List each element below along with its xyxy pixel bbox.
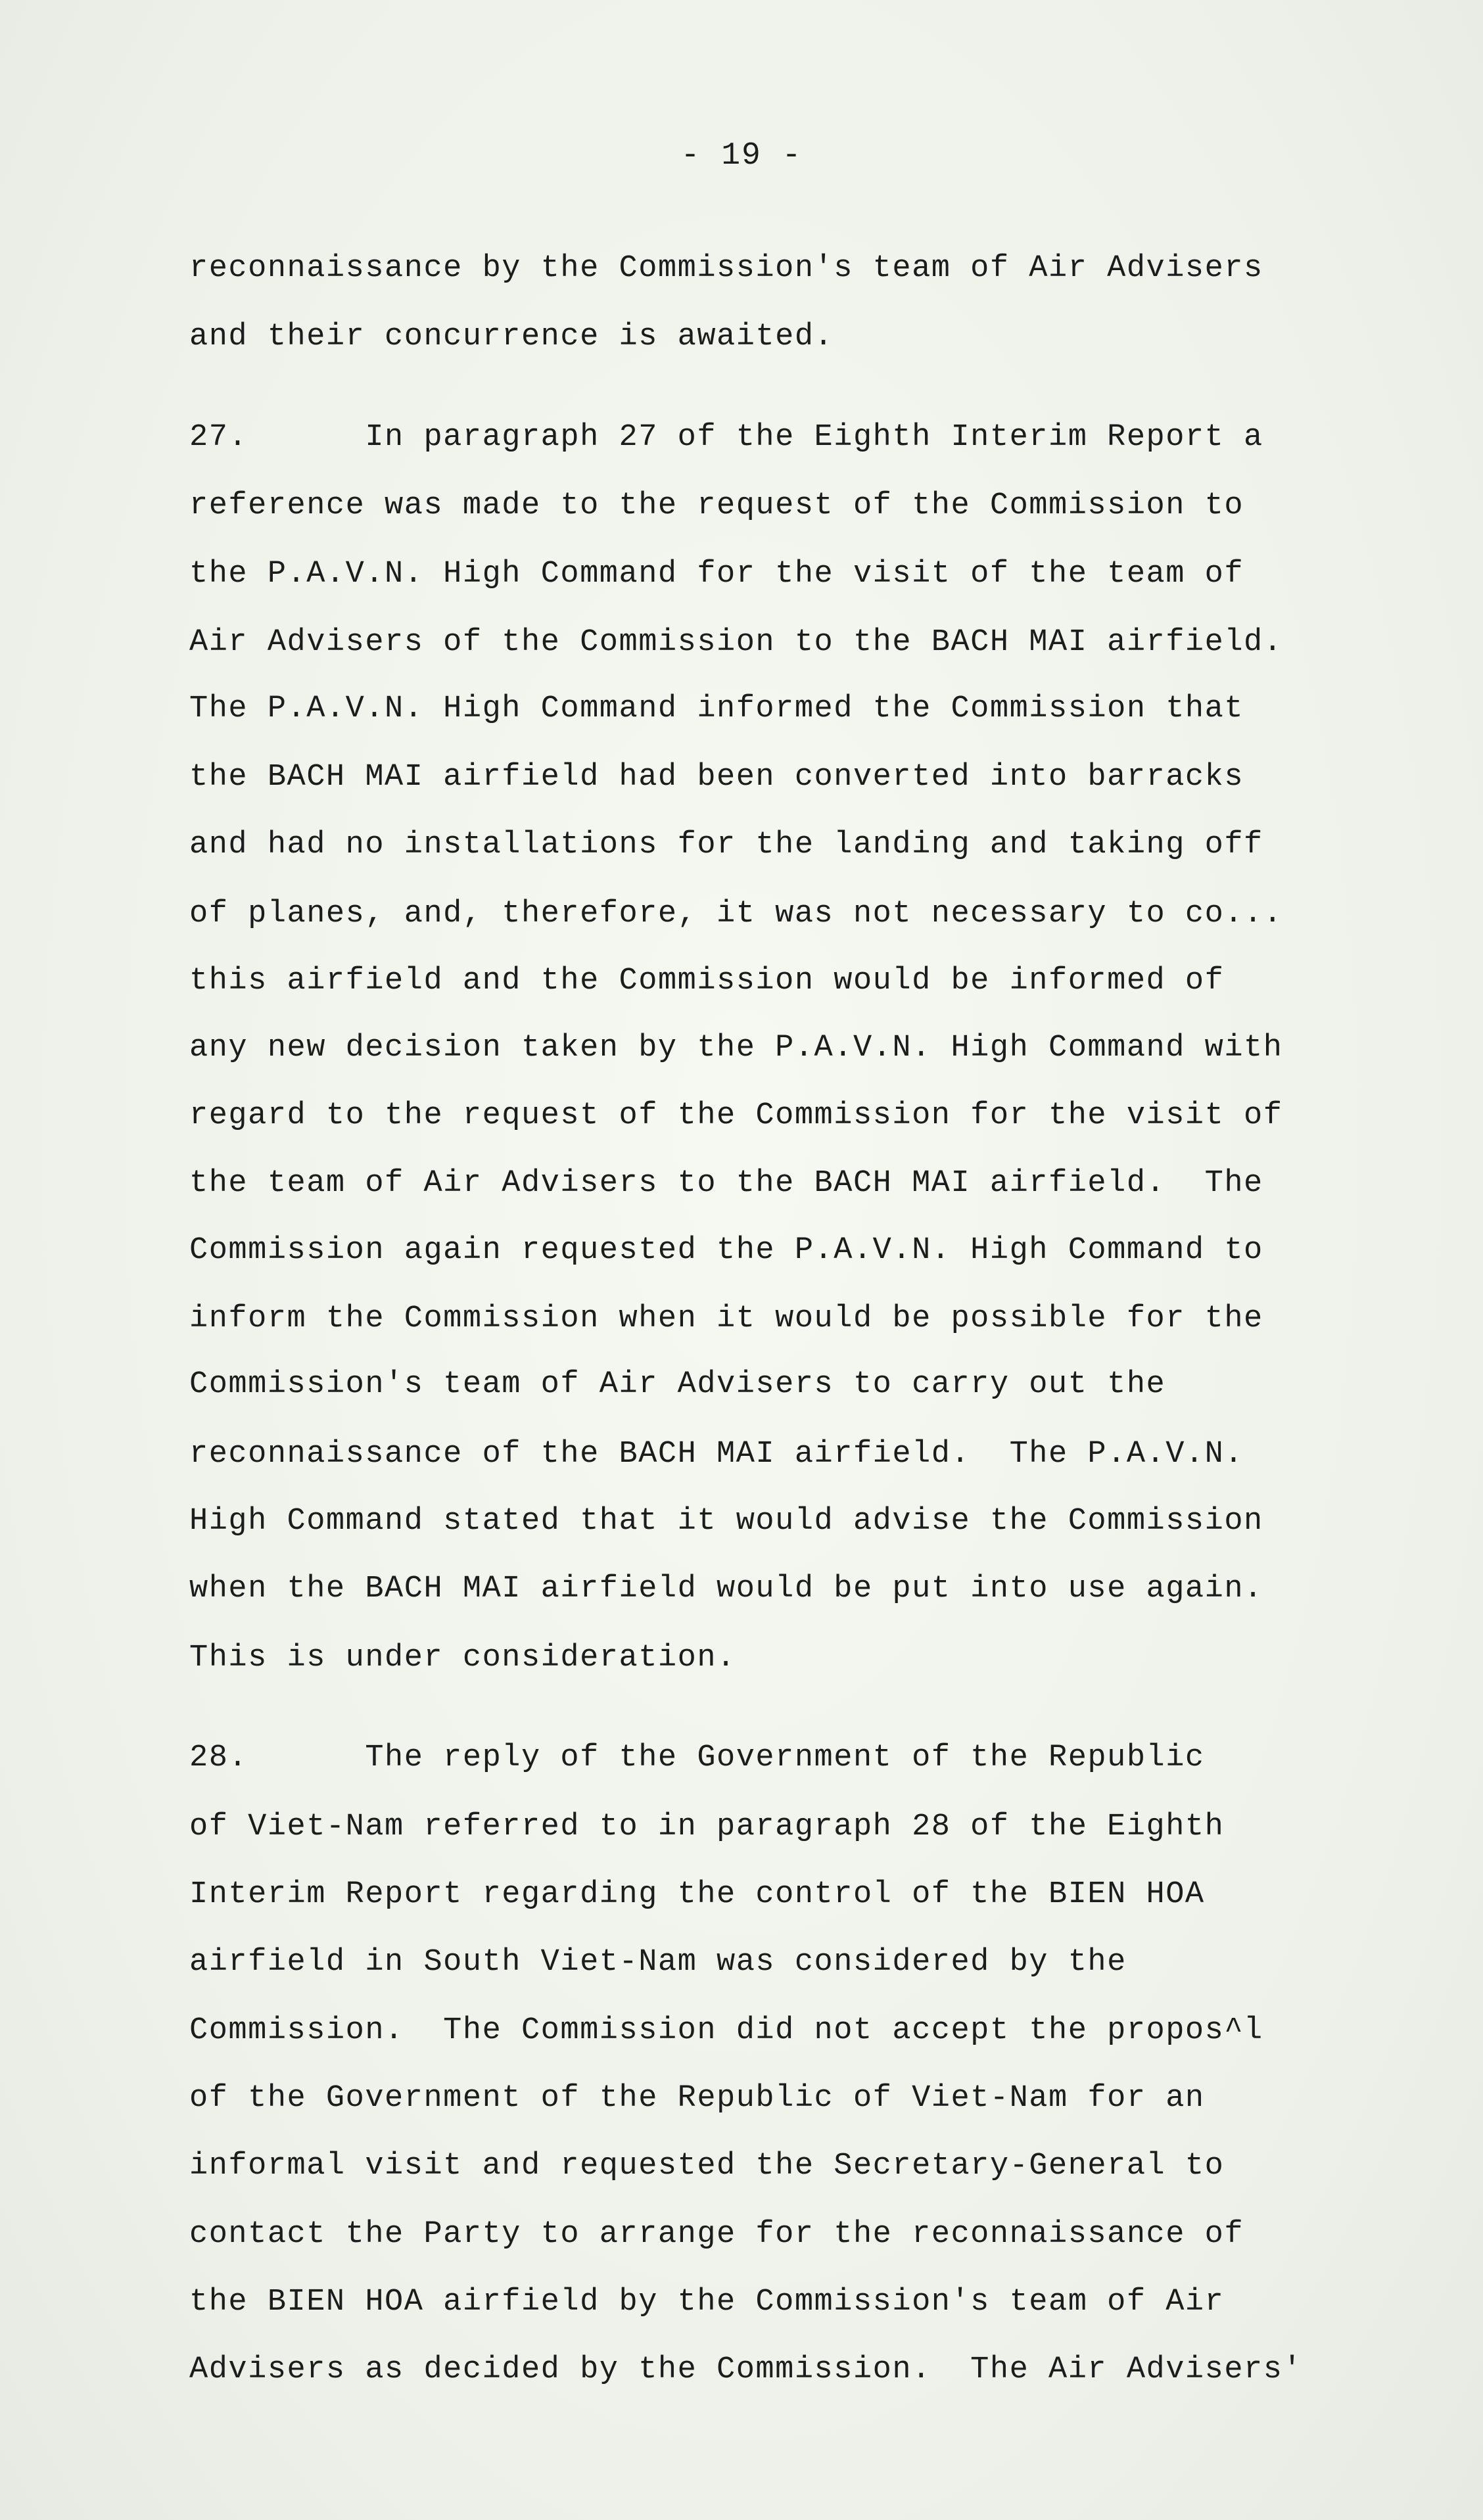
text-line: contact the Party to arrange for the reconnaissance of [189,2217,1244,2252]
text-line: the P.A.V.N. High Command for the visit of the team of [189,557,1244,592]
text-line: 27. In paragraph 27 of the Eighth Interim Report a [189,420,1263,455]
text-line: The P.A.V.N. High Command informed the Commission that [189,691,1244,726]
text-line: Commission's team of Air Advisers to carry out the [189,1367,1166,1402]
text-line: the BIEN HOA airfield by the Commission's team of Air [189,2285,1225,2320]
text-line: this airfield and the Commission would be informed of [189,964,1225,998]
text-line: Interim Report regarding the control of the BIEN HOA [189,1877,1205,1912]
text-line: airfield in South Viet-Nam was considered by the [189,1945,1127,1980]
text-line: of Viet-Nam referred to in paragraph 28 of the Eighth [189,1809,1225,1844]
page-number: - 19 - [680,138,803,174]
text-line: and had no installations for the landing and taking off [189,828,1263,862]
text-line: of planes, and, therefore, it was not necessary to co... [189,897,1283,931]
text-line: the BACH MAI airfield had been converted into barracks [189,760,1244,795]
text-line: This is under consideration. [189,1641,736,1675]
text-line: when the BACH MAI airfield would be put into use again. [189,1572,1263,1606]
text-line: reconnaissance by the Commission's team of Air Advisers [189,251,1263,286]
text-line: any new decision taken by the P.A.V.N. High Command with [189,1031,1283,1065]
text-line: and their concurrence is awaited. [189,319,834,354]
text-line: Commission again requested the P.A.V.N. High Command to [189,1233,1263,1268]
text-line: Advisers as decided by the Commission. The Air Advisers' [189,2352,1303,2387]
text-line: 28. The reply of the Government of the Republic [189,1740,1205,1775]
text-line: High Command stated that it would advise the Commission [189,1504,1263,1539]
text-line: informal visit and requested the Secretary-General to [189,2149,1225,2183]
text-line: Air Advisers of the Commission to the BACH MAI airfield. [189,625,1283,660]
text-line: Commission. The Commission did not accept the propos^l [189,2013,1263,2048]
text-line: inform the Commission when it would be possible for the [189,1301,1263,1336]
text-line: reconnaissance of the BACH MAI airfield. The P.A.V.N. [189,1437,1244,1472]
text-line: of the Government of the Republic of Viet-Nam for an [189,2081,1205,2116]
text-line: reference was made to the request of the Commission to [189,488,1244,523]
text-line: regard to the request of the Commission for the visit of [189,1098,1283,1133]
text-line: the team of Air Advisers to the BACH MAI airfield. The [189,1166,1263,1201]
